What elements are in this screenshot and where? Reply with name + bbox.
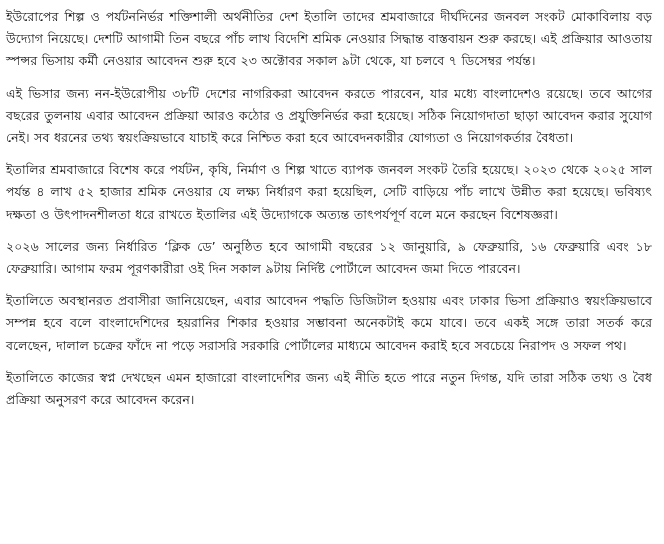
paragraph-intro: ইউরোপের শিল্প ও পর্যটননির্ভর শক্তিশালী অর্থনীতির দেশ ইতালি তাদের শ্রমবাজারে দীর্ঘদিনের জনবল সংকট মোকাবিলায় বড় উদ্যোগ নিয়েছে। দেশটি আগামী তিন বছরে পাঁচ লাখ বিদেশি শ্রমিক নেওয়ার সিদ্ধান্ত বাস্তবায়ন শুরু করছে। এই প্রক্রিয়ার আওতায় স্পন্সর ভিসায় কর্মী নেওয়ার আবেদন শুরু হবে ২৩ অক্টোবর সকাল ৯টা থেকে, যা চলবে ৭ ডিসেম্বর পর্যন্ত।	[6, 9, 652, 69]
paragraph-eligibility: এই ভিসার জন্য নন-ইউরোপীয় ৩৮টি দেশের নাগরিকরা আবেদন করতে পারবেন, যার মধ্যে বাংলাদেশও রয়েছে। তবে আগের বছরের তুলনায় এবার আবেদন প্রক্রিয়া আরও কঠোর ও প্রযুক্তিনির্ভর করা হয়েছে। সঠিক নিয়োগদাতা ছাড়া আবেদন করার সুযোগ নেই। সব ধরনের তথ্য স্বয়ংক্রিয়ভাবে যাচাই করে নিশ্চিত করা হবে আবেদনকারীর যোগ্যতা ও নিয়োগকর্তার বৈধতা।	[6, 85, 652, 146]
paragraph-conclusion: ইতালিতে কাজের স্বপ্ন দেখছেন এমন হাজারো বাংলাদেশির জন্য এই নীতি হতে পারে নতুন দিগন্ত, যদি তারা সঠিক তথ্য ও বৈধ প্রক্রিয়া অনুসরণ করে আবেদন করেন।	[6, 369, 652, 408]
paragraph-click-day: ২০২৬ সালের জন্য নির্ধারিত ‘ক্লিক ডে’ অনুষ্ঠিত হবে আগামী বছরের ১২ জানুয়ারি, ৯ ফেব্রুয়ারি, ১৬ ফেব্রুয়ারি এবং ১৮ ফেব্রুয়ারি। আগাম ফরম পূরণকারীরা ওই দিন সকাল ৯টায় নির্দিষ্ট পোর্টালে আবেদন জমা দিতে পারবেন।	[6, 238, 652, 277]
paragraph-labor-shortage: ইতালির শ্রমবাজারে বিশেষ করে পর্যটন, কৃষি, নির্মাণ ও শিল্প খাতে ব্যাপক জনবল সংকট তৈরি হয়েছে। ২০২৩ থেকে ২০২৫ সাল পর্যন্ত ৪ লাখ ৫২ হাজার শ্রমিক নেওয়ার যে লক্ষ্য নির্ধারণ করা হয়েছিল, সেটি বাড়িয়ে পাঁচ লাখে উন্নীত করা হয়েছে। ভবিষ্যৎ দক্ষতা ও উৎপাদনশীলতা ধরে রাখতে ইতালির এই উদ্যোগকে অত্যন্ত তাৎপর্যপূর্ণ বলে মনে করছেন বিশেষজ্ঞরা।	[6, 162, 652, 222]
paragraph-expatriates: ইতালিতে অবস্থানরত প্রবাসীরা জানিয়েছেন, এবার আবেদন পদ্ধতি ডিজিটাল হওয়ায় এবং ঢাকার ভিসা প্রক্রিয়াও স্বয়ংক্রিয়ভাবে সম্পন্ন হবে বলে বাংলাদেশিদের হয়রানির শিকার হওয়ার সম্ভাবনা অনেকটাই কমে যাবে। তবে একই সঙ্গে তারা সতর্ক করে বলেছেন, দালাল চক্রের ফাঁদে না পড়ে সরাসরি সরকারি পোর্টালের মাধ্যমে আবেদন করাই হবে সবচেয়ে নিরাপদ ও সফল পথ।	[6, 293, 652, 353]
